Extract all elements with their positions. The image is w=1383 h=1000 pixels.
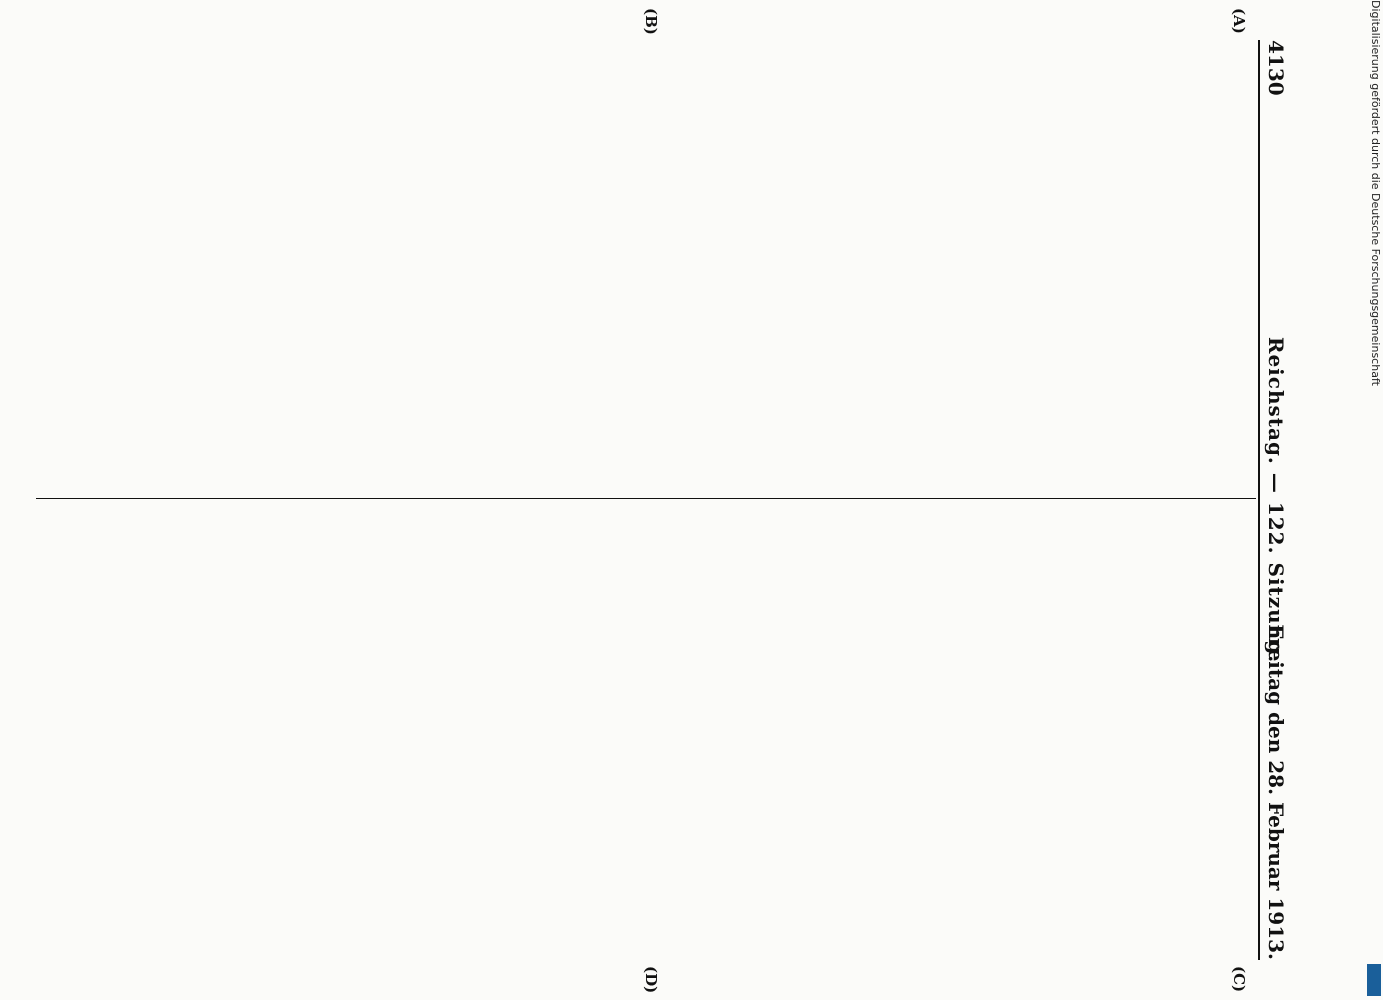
page-number: 4130 <box>1264 40 1288 96</box>
header-rule <box>1258 40 1260 960</box>
margin-marker-c: (C) <box>1230 966 1248 993</box>
column-divider <box>36 498 1256 499</box>
margin-marker-b: (B) <box>642 8 660 35</box>
page-header <box>1262 40 1288 960</box>
margin-marker-a: (A) <box>1230 8 1248 34</box>
page-date: Freitag den 28. Februar 1913. <box>1264 624 1288 960</box>
page-title: Reichstag. — 122. Sitzung. <box>1264 336 1288 664</box>
margin-marker-d: (D) <box>642 966 660 994</box>
right-column <box>44 512 1254 962</box>
left-column <box>44 40 1254 490</box>
dfg-logo-icon <box>1367 964 1381 996</box>
digitization-credit: Digitalisierung gefördert durch die Deutsche Forschungsgemeinschaft <box>1369 0 1382 386</box>
